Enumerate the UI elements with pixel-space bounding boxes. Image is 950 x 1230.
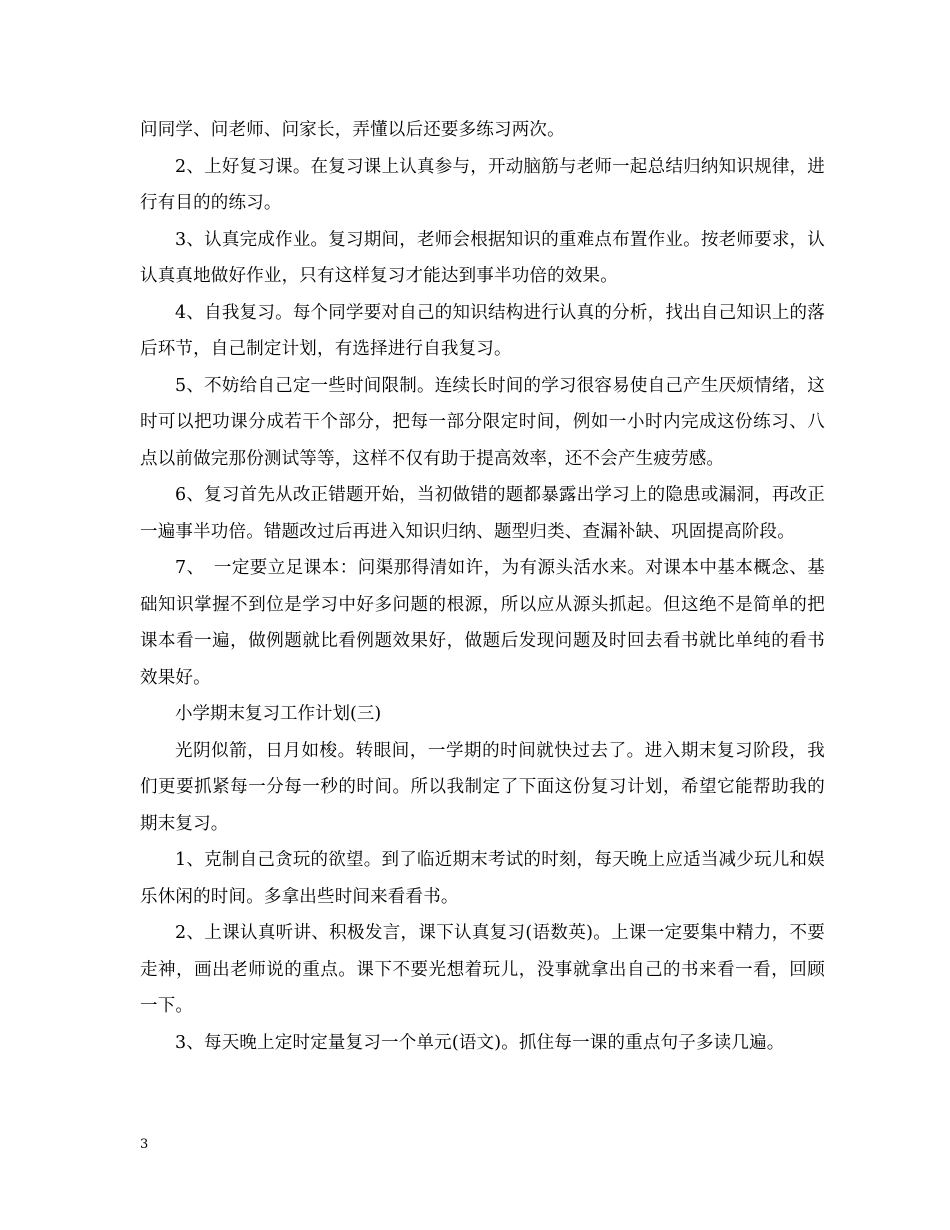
paragraph-9: 1、克制自己贪玩的欲望。到了临近期末考试的时刻，每天晚上应适当减少玩儿和娱乐休闲的时间。多拿出些时间来看看书。 — [140, 850, 825, 907]
paragraph-4: 4、自我复习。每个同学要对自己的知识结构进行认真的分析，找出自己知识上的落后环节，自己制定计划，有选择进行自我复习。 — [140, 302, 825, 359]
paragraph-7: 7、 一定要立足课本：问渠那得清如许，为有源头活水来。对课本中基本概念、基础知识掌握不到位是学习中好多问题的根源，所以应从源头抓起。但这绝不是简单的把课本看一遍，做例题就比看例题效果好，做题后发现问题及时回去看书就比单纯的看书效果好。 — [140, 558, 825, 688]
document-body — [140, 112, 825, 1061]
page-number: 3 — [140, 1137, 149, 1152]
paragraph-8: 光阴似箭，日月如梭。转眼间，一学期的时间就快过去了。进入期末复习阶段，我们更要抓紧每一分每一秒的时间。所以我制定了下面这份复习计划，希望它能帮助我的期末复习。 — [140, 740, 825, 834]
paragraph-5: 5、不妨给自己定一些时间限制。连续长时间的学习很容易使自己产生厌烦情绪，这时可以把功课分成若干个部分，把每一部分限定时间，例如一小时内完成这份练习、八点以前做完那份测试等等，这样不仅有助于提高效率，还不会产生疲劳感。 — [140, 375, 825, 469]
section-heading: 小学期末复习工作计划(三) — [175, 704, 382, 724]
paragraph-1: 问同学、问老师、问家长，弄懂以后还要多练习两次。 — [140, 120, 565, 140]
paragraph-2: 2、上好复习课。在复习课上认真参与，开动脑筋与老师一起总结归纳知识规律，进行有目的的练习。 — [140, 156, 825, 213]
paragraph-6: 6、复习首先从改正错题开始，当初做错的题都暴露出学习上的隐患或漏洞，再改正一遍事半功倍。错题改过后再进入知识归纳、题型归类、查漏补缺、巩固提高阶段。 — [140, 485, 825, 542]
paragraph-11: 3、每天晚上定时定量复习一个单元(语文)。抓住每一课的重点句子多读几遍。 — [175, 1032, 785, 1053]
paragraph-10: 2、上课认真听讲、积极发言，课下认真复习(语数英)。上课一定要集中精力，不要走神，画出老师说的重点。课下不要光想着玩儿，没事就拿出自己的书来看一看，回顾一下。 — [140, 923, 825, 1016]
paragraph-3: 3、认真完成作业。复习期间，老师会根据知识的重难点布置作业。按老师要求，认认真真地做好作业，只有这样复习才能达到事半功倍的效果。 — [140, 229, 825, 286]
